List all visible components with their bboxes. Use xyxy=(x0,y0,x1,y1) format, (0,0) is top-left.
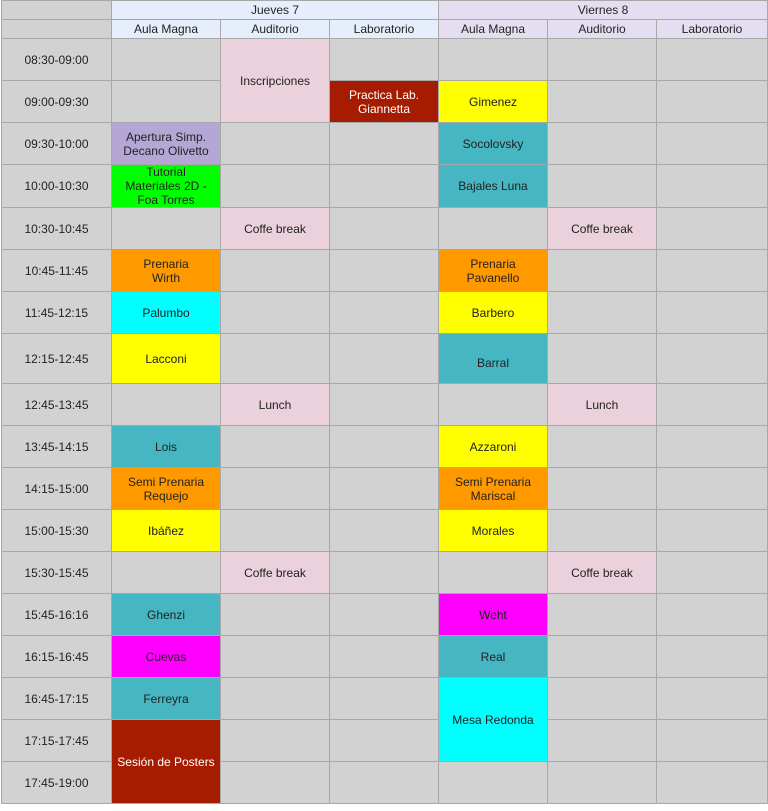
empty-cell xyxy=(548,334,657,384)
empty-cell xyxy=(112,39,221,81)
empty-cell xyxy=(657,39,768,81)
event-practica-lab: Practica Lab. Giannetta xyxy=(330,81,439,123)
empty-cell xyxy=(657,636,768,678)
event-coffe-break: Coffe break xyxy=(548,208,657,250)
empty-cell xyxy=(330,720,439,762)
empty-cell xyxy=(221,762,330,804)
room-header-aula-magna: Aula Magna xyxy=(112,20,221,39)
empty-cell xyxy=(330,292,439,334)
event-weht: Weht xyxy=(439,594,548,636)
time-slot: 16:45-17:15 xyxy=(2,678,112,720)
time-slot: 17:45-19:00 xyxy=(2,762,112,804)
event-coffe-break: Coffe break xyxy=(221,552,330,594)
event-cuevas: Cuevas xyxy=(112,636,221,678)
empty-cell xyxy=(657,250,768,292)
empty-cell xyxy=(330,250,439,292)
time-slot: 08:30-09:00 xyxy=(2,39,112,81)
empty-cell xyxy=(548,123,657,165)
event-inscripciones: Inscripciones xyxy=(221,39,330,123)
empty-cell xyxy=(657,334,768,384)
empty-cell xyxy=(439,208,548,250)
empty-cell xyxy=(330,678,439,720)
event-semi-prenaria-mariscal: Semi Prenaria Mariscal xyxy=(439,468,548,510)
empty-cell xyxy=(657,292,768,334)
empty-cell xyxy=(221,292,330,334)
event-prenaria-wirth: Prenaria Wirth xyxy=(112,250,221,292)
event-mesa-redonda: Mesa Redonda xyxy=(439,678,548,762)
empty-cell xyxy=(330,39,439,81)
empty-cell xyxy=(221,678,330,720)
empty-cell xyxy=(221,123,330,165)
empty-cell xyxy=(548,165,657,208)
empty-cell xyxy=(657,384,768,426)
empty-cell xyxy=(439,552,548,594)
event-lunch: Lunch xyxy=(221,384,330,426)
event-morales: Morales xyxy=(439,510,548,552)
empty-cell xyxy=(548,39,657,81)
event-coffe-break: Coffe break xyxy=(548,552,657,594)
day-header-jueves: Jueves 7 xyxy=(112,1,439,20)
event-lois: Lois xyxy=(112,426,221,468)
event-real: Real xyxy=(439,636,548,678)
day-header-viernes: Viernes 8 xyxy=(439,1,768,20)
event-ghenzi: Ghenzi xyxy=(112,594,221,636)
empty-cell xyxy=(221,594,330,636)
empty-cell xyxy=(657,165,768,208)
empty-cell xyxy=(548,678,657,720)
empty-cell xyxy=(221,426,330,468)
time-slot: 09:30-10:00 xyxy=(2,123,112,165)
empty-cell xyxy=(330,636,439,678)
empty-cell xyxy=(112,552,221,594)
event-ibanez: Ibáñez xyxy=(112,510,221,552)
event-azzaroni: Azzaroni xyxy=(439,426,548,468)
empty-cell xyxy=(657,552,768,594)
empty-cell xyxy=(548,594,657,636)
time-slot: 15:45-16:16 xyxy=(2,594,112,636)
empty-cell xyxy=(330,334,439,384)
empty-cell xyxy=(439,762,548,804)
empty-cell xyxy=(112,384,221,426)
empty-cell xyxy=(657,720,768,762)
room-header-laboratorio: Laboratorio xyxy=(657,20,768,39)
event-socolovsky: Socolovsky xyxy=(439,123,548,165)
schedule-table xyxy=(1,0,768,804)
empty-cell xyxy=(221,510,330,552)
event-lacconi: Lacconi xyxy=(112,334,221,384)
empty-cell xyxy=(330,510,439,552)
empty-cell xyxy=(330,123,439,165)
event-semi-prenaria-requejo: Semi Prenaria Requejo xyxy=(112,468,221,510)
time-slot: 10:45-11:45 xyxy=(2,250,112,292)
event-lunch: Lunch xyxy=(548,384,657,426)
time-slot: 12:45-13:45 xyxy=(2,384,112,426)
empty-cell xyxy=(548,468,657,510)
time-slot: 09:00-09:30 xyxy=(2,81,112,123)
empty-cell xyxy=(548,636,657,678)
event-apertura: Apertura Simp. Decano Olivetto xyxy=(112,123,221,165)
empty-cell xyxy=(657,510,768,552)
time-slot: 17:15-17:45 xyxy=(2,720,112,762)
empty-cell xyxy=(439,39,548,81)
empty-cell xyxy=(221,468,330,510)
empty-cell xyxy=(112,81,221,123)
empty-cell xyxy=(548,250,657,292)
time-slot: 11:45-12:15 xyxy=(2,292,112,334)
empty-cell xyxy=(548,81,657,123)
empty-cell xyxy=(548,762,657,804)
event-tutorial: Tutorial Materiales 2D - Foa Torres xyxy=(112,165,221,208)
event-barbero: Barbero xyxy=(439,292,548,334)
empty-cell xyxy=(657,123,768,165)
event-coffe-break: Coffe break xyxy=(221,208,330,250)
event-sesion-posters: Sesión de Posters xyxy=(112,720,221,804)
empty-cell xyxy=(330,552,439,594)
time-slot: 12:15-12:45 xyxy=(2,334,112,384)
empty-cell xyxy=(221,720,330,762)
time-slot: 15:00-15:30 xyxy=(2,510,112,552)
empty-cell xyxy=(657,468,768,510)
corner-cell xyxy=(2,20,112,39)
empty-cell xyxy=(657,426,768,468)
empty-cell xyxy=(548,292,657,334)
event-palumbo: Palumbo xyxy=(112,292,221,334)
room-header-laboratorio: Laboratorio xyxy=(330,20,439,39)
empty-cell xyxy=(330,208,439,250)
room-header-auditorio: Auditorio xyxy=(221,20,330,39)
empty-cell xyxy=(221,334,330,384)
time-slot: 13:45-14:15 xyxy=(2,426,112,468)
empty-cell xyxy=(657,762,768,804)
event-barral: Barral xyxy=(439,334,548,384)
event-gimenez: Gimenez xyxy=(439,81,548,123)
room-header-auditorio: Auditorio xyxy=(548,20,657,39)
empty-cell xyxy=(548,510,657,552)
empty-cell xyxy=(548,426,657,468)
empty-cell xyxy=(330,594,439,636)
room-header-aula-magna: Aula Magna xyxy=(439,20,548,39)
event-ferreyra: Ferreyra xyxy=(112,678,221,720)
empty-cell xyxy=(330,762,439,804)
time-slot: 10:00-10:30 xyxy=(2,165,112,208)
empty-cell xyxy=(330,426,439,468)
empty-cell xyxy=(657,81,768,123)
empty-cell xyxy=(330,384,439,426)
time-slot: 10:30-10:45 xyxy=(2,208,112,250)
empty-cell xyxy=(657,678,768,720)
event-bajales-luna: Bajales Luna xyxy=(439,165,548,208)
empty-cell xyxy=(330,468,439,510)
time-slot: 15:30-15:45 xyxy=(2,552,112,594)
empty-cell xyxy=(439,384,548,426)
empty-cell xyxy=(657,594,768,636)
empty-cell xyxy=(548,720,657,762)
empty-cell xyxy=(112,208,221,250)
empty-cell xyxy=(657,208,768,250)
empty-cell xyxy=(221,250,330,292)
time-slot: 14:15-15:00 xyxy=(2,468,112,510)
empty-cell xyxy=(330,165,439,208)
time-slot: 16:15-16:45 xyxy=(2,636,112,678)
event-prenaria-pavanello: Prenaria Pavanello xyxy=(439,250,548,292)
empty-cell xyxy=(221,165,330,208)
empty-cell xyxy=(221,636,330,678)
corner-cell xyxy=(2,1,112,20)
